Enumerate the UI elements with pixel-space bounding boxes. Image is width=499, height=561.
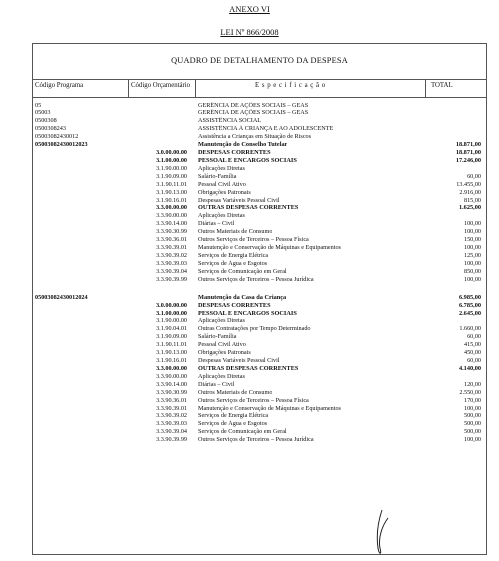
total-value: 17.246,00: [455, 156, 481, 164]
annex-title: ANEXO VI: [229, 4, 270, 14]
program-code: 05003082430012023: [35, 141, 88, 149]
total-value: 60,00: [467, 172, 481, 180]
total-value: 18.871,00: [455, 141, 481, 149]
specification: Aplicações Diretas: [198, 372, 245, 380]
specification: Outras Contratações por Tempo Determinado: [198, 325, 311, 333]
specification: Outros Serviços de Terceiros – Pessoa Física: [198, 236, 309, 244]
program-code: 05003082430012: [35, 133, 79, 141]
col-header-programa: Código Programa: [35, 82, 84, 89]
table-row: [0, 181, 499, 189]
table-row: [0, 212, 499, 220]
specification: Diárias – Civil: [198, 380, 235, 388]
program-code: 05003082430012024: [35, 293, 88, 301]
table-row: [0, 420, 499, 428]
specification: PESSOAL E ENCARGOS SOCIAIS: [198, 309, 297, 317]
budget-code: 3.3.00.00.00: [156, 364, 187, 372]
budget-code: 3.3.00.00.00: [156, 204, 187, 212]
budget-code: 3.3.90.14.00: [156, 220, 187, 228]
budget-code: 3.0.00.00.00: [156, 149, 187, 157]
budget-code: 3.1.90.04.01: [156, 325, 187, 333]
specification: Outros Serviços de Terceiros – Pessoa Jurídica: [198, 436, 314, 444]
budget-code: 3.1.90.00.00: [156, 317, 187, 325]
table-row: [0, 133, 499, 141]
total-value: 100,00: [463, 436, 481, 444]
table-row: [0, 189, 499, 197]
header-divider-3: [425, 79, 426, 97]
budget-code: 3.1.00.00.00: [156, 156, 187, 164]
total-value: 450,00: [463, 349, 481, 357]
table-row: [0, 428, 499, 436]
table-row: [0, 260, 499, 268]
header-top-rule: [32, 79, 487, 80]
col-header-total: TOTAL: [431, 82, 453, 89]
total-value: 170,00: [463, 396, 481, 404]
table-row: [0, 228, 499, 236]
specification: OUTRAS DESPESAS CORRENTES: [198, 204, 299, 212]
specification: Serviços de Comunicação em Geral: [198, 428, 287, 436]
total-value: 4.140,00: [458, 364, 481, 372]
total-value: 2.645,00: [458, 309, 481, 317]
budget-code: 3.1.00.00.00: [156, 309, 187, 317]
table-row: [0, 244, 499, 252]
col-header-especificacao: E s p e c i f i c a ç ã o: [255, 82, 326, 89]
table-row: [0, 333, 499, 341]
budget-code: 3.3.90.39.03: [156, 420, 187, 428]
budget-code: 3.3.90.39.04: [156, 267, 187, 275]
budget-code: 3.1.90.13.00: [156, 349, 187, 357]
program-code: 0500308: [35, 117, 57, 125]
table-row: [0, 173, 499, 181]
specification: Manutenção do Conselho Tutelar: [198, 141, 288, 149]
total-value: 100,00: [463, 259, 481, 267]
total-value: 60,00: [467, 357, 481, 365]
specification: Obrigações Patronais: [198, 349, 251, 357]
law-number: LEI Nº 866/2008: [220, 27, 279, 37]
program-code: 05: [35, 101, 42, 109]
total-value: 815,00: [463, 196, 481, 204]
table-row: [0, 389, 499, 397]
budget-code: 3.1.90.09.00: [156, 333, 187, 341]
total-value: 500,00: [463, 420, 481, 428]
budget-code: 3.3.90.39.01: [156, 244, 187, 252]
table-title: QUADRO DE DETALHAMENTO DA DESPESA: [171, 56, 348, 65]
table-row: [0, 204, 499, 212]
specification: Salário-Família: [198, 172, 237, 180]
budget-code: 3.1.90.11.01: [156, 180, 187, 188]
budget-code: 3.3.90.39.99: [156, 436, 187, 444]
table-row: [0, 381, 499, 389]
table-row: [0, 397, 499, 405]
specification: Outros Materiais de Consumo: [198, 388, 273, 396]
total-value: 6.985,00: [458, 293, 481, 301]
total-value: 100,00: [463, 244, 481, 252]
budget-code: 3.3.90.39.02: [156, 251, 187, 259]
specification: Pessoal Civil Ativo: [198, 180, 246, 188]
budget-code: 3.3.90.39.99: [156, 275, 187, 283]
total-value: 18.871,00: [455, 149, 481, 157]
specification: GERÊNCIA DE AÇÕES SOCIAIS – GEAS: [198, 101, 309, 109]
budget-code: 3.3.90.39.02: [156, 412, 187, 420]
budget-code: 3.1.90.16.01: [156, 196, 187, 204]
table-row: [0, 252, 499, 260]
specification: Serviços de Água e Esgotos: [198, 259, 268, 267]
budget-code: 3.3.90.36.01: [156, 396, 187, 404]
budget-code: 3.3.90.39.01: [156, 404, 187, 412]
specification: ASSISTÊNCIA À CRIANÇA E AO ADOLESCENTE: [198, 125, 334, 133]
budget-code: 3.3.90.39.03: [156, 259, 187, 267]
budget-code: 3.3.90.30.99: [156, 388, 187, 396]
table-row: [0, 141, 499, 149]
budget-code: 3.1.90.16.01: [156, 357, 187, 365]
col-header-orcamentario: Código Orçamentário: [131, 82, 191, 89]
total-value: 850,00: [463, 267, 481, 275]
header-divider-1: [128, 79, 129, 97]
specification: Outros Materiais de Consumo: [198, 228, 273, 236]
specification: Manutenção e Conservação de Máquinas e Equipamentos: [198, 244, 341, 252]
specification: Pessoal Civil Ativo: [198, 341, 246, 349]
signature: [360, 508, 420, 558]
table-row: [0, 109, 499, 117]
specification: Serviços de Comunicação em Geral: [198, 267, 287, 275]
total-value: 100,00: [463, 275, 481, 283]
total-value: 1.660,00: [459, 325, 481, 333]
specification: Aplicações Diretas: [198, 164, 245, 172]
specification: Obrigações Patronais: [198, 188, 251, 196]
specification: DESPESAS CORRENTES: [198, 301, 271, 309]
budget-code: 3.1.90.09.00: [156, 172, 187, 180]
total-value: 500,00: [463, 412, 481, 420]
specification: DESPESAS CORRENTES: [198, 149, 271, 157]
table-row: [0, 412, 499, 420]
total-value: 13.455,00: [456, 180, 481, 188]
budget-code: 3.1.90.00.00: [156, 164, 187, 172]
table-row: [0, 365, 499, 373]
budget-code: 3.3.90.36.01: [156, 236, 187, 244]
specification: Outros Serviços de Terceiros – Pessoa Física: [198, 396, 309, 404]
budget-code: 3.3.90.00.00: [156, 372, 187, 380]
budget-code: 3.3.90.39.04: [156, 428, 187, 436]
specification: Aplicações Diretas: [198, 212, 245, 220]
specification: Despesas Variáveis Pessoal Civil: [198, 196, 280, 204]
specification: GERÊNCIA DE AÇÕES SOCIAIS – GEAS: [198, 109, 309, 117]
table-row: [0, 357, 499, 365]
table-row: [0, 325, 499, 333]
budget-code: 3.3.90.00.00: [156, 212, 187, 220]
table-row: [0, 373, 499, 381]
program-code: 05003: [35, 109, 51, 117]
specification: OUTRAS DESPESAS CORRENTES: [198, 364, 299, 372]
total-value: 500,00: [463, 428, 481, 436]
table-row: [0, 117, 499, 125]
specification: Diárias – Civil: [198, 220, 235, 228]
budget-code: 3.1.90.13.00: [156, 188, 187, 196]
table-row: [0, 197, 499, 205]
specification: Manutenção da Casa da Criança: [198, 293, 287, 301]
total-value: 120,00: [463, 380, 481, 388]
table-row: [0, 276, 499, 284]
total-value: 2.550,00: [459, 388, 481, 396]
header-divider-2: [195, 79, 196, 97]
total-value: 2.916,00: [459, 188, 481, 196]
table-row: [0, 102, 499, 110]
table-row: [0, 310, 499, 318]
budget-code: 3.0.00.00.00: [156, 301, 187, 309]
total-value: 125,00: [463, 251, 481, 259]
budget-code: 3.1.90.11.01: [156, 341, 187, 349]
table-row: [0, 302, 499, 310]
table-row: [0, 405, 499, 413]
total-value: 150,00: [463, 236, 481, 244]
budget-code: 3.3.90.14.00: [156, 380, 187, 388]
table-row: [0, 294, 499, 302]
specification: Outros Serviços de Terceiros – Pessoa Jurídica: [198, 275, 314, 283]
specification: Despesas Variáveis Pessoal Civil: [198, 357, 280, 365]
total-value: 100,00: [463, 228, 481, 236]
specification: PESSOAL E ENCARGOS SOCIAIS: [198, 156, 297, 164]
table-row: [0, 125, 499, 133]
table-row: [0, 268, 499, 276]
program-code: 0500308243: [35, 125, 66, 133]
total-value: 60,00: [467, 333, 481, 341]
total-value: 6.785,00: [458, 301, 481, 309]
header-bottom-rule: [32, 97, 487, 98]
table-row: [0, 149, 499, 157]
table-row: [0, 236, 499, 244]
table-row: [0, 341, 499, 349]
table-row: [0, 349, 499, 357]
specification: Manutenção e Conservação de Máquinas e Equipamentos: [198, 404, 341, 412]
specification: Serviços de Energia Elétrica: [198, 412, 269, 420]
specification: Salário-Família: [198, 333, 237, 341]
total-value: 100,00: [463, 404, 481, 412]
budget-code: 3.3.90.30.99: [156, 228, 187, 236]
total-value: 1.625,00: [458, 204, 481, 212]
specification: Assistência a Crianças em Situação de Riscos: [198, 133, 312, 141]
total-value: 415,00: [463, 341, 481, 349]
specification: Serviços de Energia Elétrica: [198, 251, 269, 259]
table-row: [0, 436, 499, 444]
table-row: [0, 317, 499, 325]
table-row: [0, 165, 499, 173]
table-row: [0, 157, 499, 165]
specification: ASSISTÊNCIA SOCIAL: [198, 117, 262, 125]
specification: Serviços de Água e Esgotos: [198, 420, 268, 428]
total-value: 100,00: [463, 220, 481, 228]
table-row: [0, 220, 499, 228]
specification: Aplicações Diretas: [198, 317, 245, 325]
